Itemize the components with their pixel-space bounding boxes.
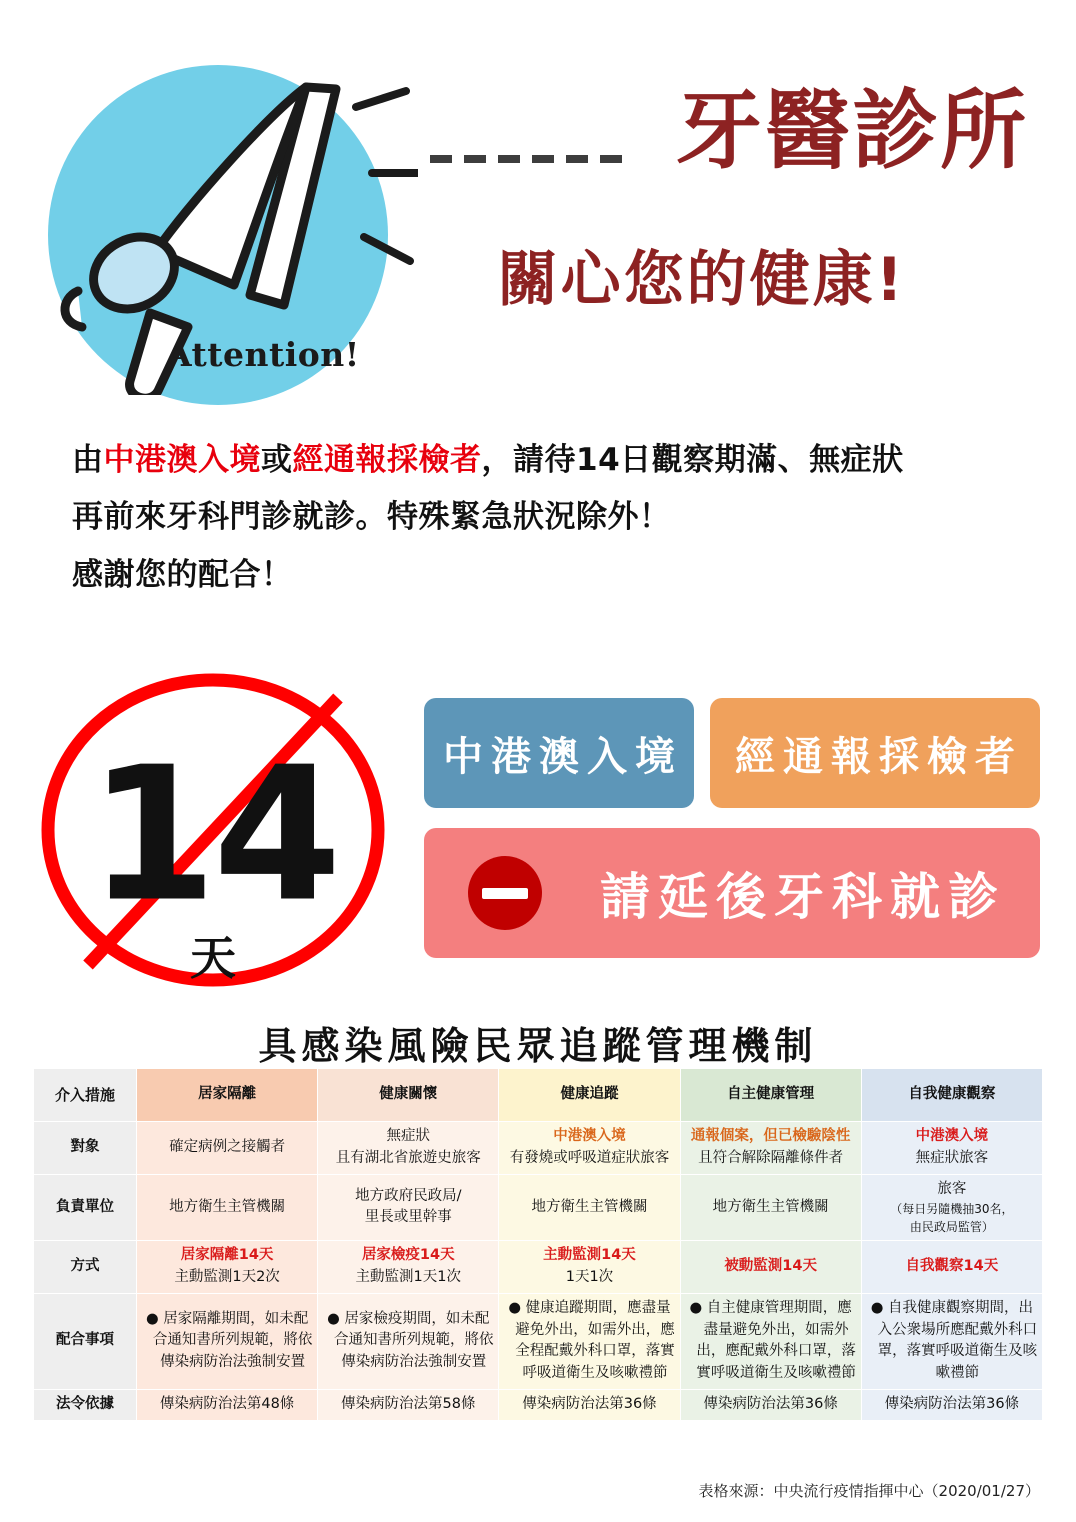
table-header-cell: 自主健康管理 <box>680 1069 861 1122</box>
poster-header <box>0 0 1076 400</box>
table-cell: ● 自主健康管理期間，應盡量避免外出，如需外出，應配戴外科口罩，落實呼吸道衛生及咳嗽禮節 <box>680 1293 861 1389</box>
table-cell-line: 且有湖北省旅遊史旅客 <box>335 1149 481 1166</box>
table-cell-line: 地方政府民政局/ <box>355 1187 462 1204</box>
table-cell: ● 健康追蹤期間，應盡量避免外出，如需外出，應全程配戴外科口罩，落實呼吸道衛生及咳嗽禮節 <box>499 1293 680 1389</box>
notice-line1-part-c: ，請待14日觀察期滿、無症狀 <box>481 442 904 478</box>
table-cell-line: 中港澳入境 <box>915 1128 989 1144</box>
table-header-cell: 健康追蹤 <box>499 1069 680 1122</box>
table-cell <box>680 1389 861 1420</box>
table-cell <box>680 1122 861 1175</box>
table-cell-line: 且符合解除隔離條件者 <box>698 1149 844 1166</box>
table-cell: ● 自我健康觀察期間，出入公衆場所應配戴外科口罩，落實呼吸道衛生及咳嗽禮節 <box>861 1293 1042 1389</box>
table-cell-line: 里長或里幹事 <box>364 1209 452 1226</box>
table-cell-line: 傳染病防治法第36條 <box>522 1395 657 1412</box>
table-cell-line: 有發燒或呼吸道症狀旅客 <box>509 1149 670 1166</box>
notice-line1-part-a: 由 <box>72 442 104 478</box>
middle-section <box>0 660 1076 1010</box>
table-row <box>34 1241 1043 1294</box>
table-cell <box>137 1122 318 1175</box>
badge-unit: 天 <box>190 931 236 985</box>
tag-postpone-dental-label: 請延後牙科就診 <box>600 868 1006 926</box>
notice-line-3: 感謝您的配合！ <box>72 556 293 593</box>
notice-highlight-china: 中港澳入境 <box>103 442 261 478</box>
table-header-cell: 健康關懷 <box>318 1069 499 1122</box>
table-cell-line: 傳染病防治法第58條 <box>341 1395 476 1412</box>
table-cell-line: 中港澳入境 <box>553 1128 626 1144</box>
table-cell: ● 居家隔離期間，如未配合通知書所列規範，將依傳染病防治法強制安置 <box>137 1293 318 1389</box>
notice-highlight-reported: 經通報採檢者 <box>292 442 482 478</box>
table-row-label: 負責單位 <box>34 1174 137 1241</box>
table-header-cell: 自我健康觀察 <box>861 1069 1042 1122</box>
table-cell-line: 旅客 <box>937 1180 967 1197</box>
table-cell-line: 傳染病防治法第36條 <box>884 1395 1020 1412</box>
tag-reported-tested: 經通報採檢者 <box>710 698 1040 808</box>
table-title: 具感染風險民眾追蹤管理機制 <box>258 1024 818 1068</box>
table-row <box>34 1389 1043 1420</box>
table-cell <box>318 1389 499 1420</box>
table-cell-line: 由民政局監管） <box>909 1220 994 1235</box>
table-cell <box>318 1122 499 1175</box>
dashed-line-decoration <box>430 155 630 165</box>
table-cell-line: 傳染病防治法第48條 <box>159 1395 295 1412</box>
table-source-note: 表格來源：中央流行疫情指揮中心（2020/01/27） <box>698 1482 1040 1500</box>
table-cell-line: 地方衛生主管機關 <box>531 1198 648 1215</box>
table-cell <box>861 1241 1042 1294</box>
table-cell <box>137 1241 318 1294</box>
table-cell-line: 1天1次 <box>565 1269 614 1285</box>
table-cell <box>680 1241 861 1294</box>
table-row-label: 方式 <box>34 1241 137 1294</box>
table-cell-line: 被動監測14天 <box>724 1258 817 1275</box>
table-cell <box>861 1122 1042 1175</box>
table-cell <box>318 1174 499 1241</box>
table-cell-line: 確定病例之接觸者 <box>169 1138 286 1155</box>
table-cell: ● 居家檢疫期間，如未配合通知書所列規範，將依傳染病防治法強制安置 <box>318 1293 499 1389</box>
table-cell-line: 傳染病防治法第36條 <box>703 1395 838 1412</box>
tag-postpone-dental <box>424 828 1040 958</box>
table-cell-line: 無症狀 <box>386 1128 431 1144</box>
table-cell-line: 地方衛生主管機關 <box>712 1198 829 1215</box>
table-cell <box>499 1122 680 1175</box>
attention-label: Attention! <box>166 335 360 374</box>
tracking-management-table <box>33 1068 1043 1421</box>
megaphone-illustration <box>38 55 418 395</box>
table-row-label: 配合事項 <box>34 1293 137 1389</box>
table-cell <box>861 1389 1042 1420</box>
no-14-days-badge <box>38 670 388 1000</box>
notice-line1-part-b: 或 <box>261 442 293 478</box>
page-title: 牙醫診所 <box>676 81 1028 181</box>
table-row <box>34 1174 1043 1241</box>
table-header-cell: 介入措施 <box>34 1069 137 1122</box>
table-cell-line: （每日另隨機抽30名， <box>890 1202 1014 1217</box>
page-subtitle: 關心您的健康! <box>497 245 906 315</box>
table-cell <box>499 1241 680 1294</box>
table-cell <box>861 1174 1042 1241</box>
notice-line-2: 再前來牙科門診就診。特殊緊急狀況除外！ <box>72 499 671 536</box>
notice-paragraph <box>72 432 1022 604</box>
table-cell <box>318 1241 499 1294</box>
table-cell-line: 居家檢疫14天 <box>361 1247 455 1264</box>
table-cell <box>137 1174 318 1241</box>
table-cell-line: 無症狀旅客 <box>915 1149 989 1166</box>
table-row <box>34 1293 1043 1389</box>
table-cell-line: 主動監測1天1次 <box>355 1269 461 1285</box>
table-row-label: 對象 <box>34 1122 137 1175</box>
table-cell <box>680 1174 861 1241</box>
no-entry-icon <box>468 856 542 930</box>
table-cell-line: 主動監測1天2次 <box>174 1269 280 1285</box>
notice-line-1 <box>72 432 1022 489</box>
table-header-cell: 居家隔離 <box>137 1069 318 1122</box>
table-cell-line: 自我觀察14天 <box>905 1258 999 1275</box>
table-cell <box>137 1389 318 1420</box>
table-header-row <box>34 1069 1043 1122</box>
badge-number: 14 <box>88 726 338 943</box>
table-cell-line: 地方衛生主管機關 <box>169 1198 286 1215</box>
table-cell-line: 主動監測14天 <box>543 1247 636 1264</box>
table-cell-line: 通報個案，但已檢驗陰性 <box>690 1128 851 1144</box>
table-cell <box>499 1174 680 1241</box>
table-row <box>34 1122 1043 1175</box>
tag-china-entry: 中港澳入境 <box>424 698 694 808</box>
table-row-label: 法令依據 <box>34 1389 137 1420</box>
table-cell-line: 居家隔離14天 <box>180 1247 274 1264</box>
table-cell <box>499 1389 680 1420</box>
